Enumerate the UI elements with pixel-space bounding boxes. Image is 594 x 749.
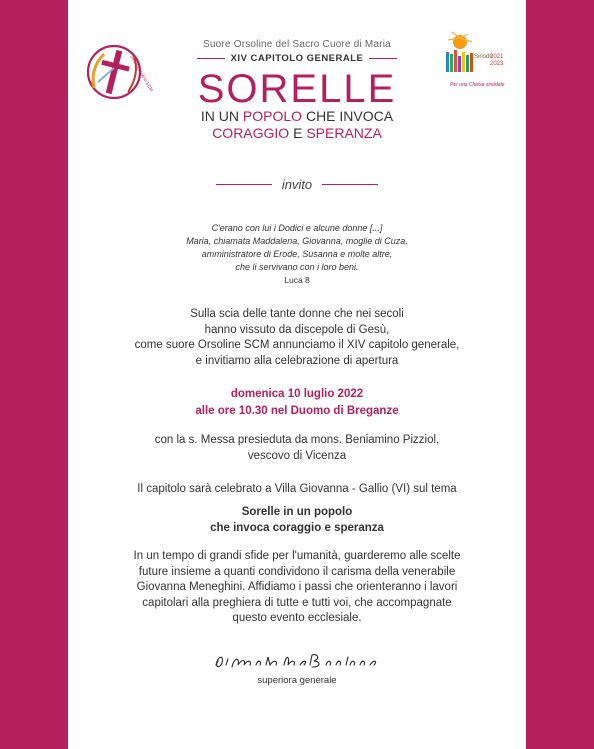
divider-line [369,58,397,59]
invitation-content [68,0,526,749]
subtitle-text: CHE INVOCA [302,108,394,124]
paragraph-line: questo evento ecclesiale. [232,612,362,624]
subtitle-highlight: POPOLO [242,108,303,124]
quote-line: Maria, chiamata Maddalena, Giovanna, moglie di Cuza, [186,236,408,246]
subtitle-highlight: SPERANZA [306,125,382,141]
logo-ring-text: Suore Orsoline SCM [129,54,155,93]
invito-row [68,177,526,192]
theme-line: che invoca coraggio e speranza [210,521,384,534]
capitolo-title: XIV CAPITOLO GENERALE [230,53,364,64]
quote-line: che li servivano con i loro beni. [235,262,359,272]
sinodo-years: 2021 2023 [490,54,504,67]
paragraph-line: capitolari alla preghiera di tutte e tutti voi, che accompagnate [142,596,452,609]
paragraph-line: con la s. Messa presieduta da mons. Beniamino Pizziol, [154,434,440,446]
organization-name: Suore Orsoline del Sacro Cuore di Maria [203,39,391,50]
event-date [68,386,526,420]
date-line: domenica 10 luglio 2022 [230,388,364,400]
paragraph-line: Giovanna Meneghini. Affidiamo i passi che orienteranno i lavori [136,581,458,593]
divider-line [197,58,225,59]
divider-line [322,184,378,185]
divider-line [216,184,272,185]
invitation-header [68,38,526,142]
signature-graphic [68,649,526,673]
paragraph-line: e invitiamo alla celebrazione di apertura [195,354,399,367]
subtitle-line-2 [68,125,526,142]
mass-paragraph [68,433,526,464]
right-color-band [526,0,594,749]
location-paragraph: Il capitolo sarà celebrato a Villa Giovanna - Gallio (VI) sul tema [137,483,457,495]
paragraph-line: Sulla scia delle tante donne che nei secoli [190,308,404,320]
quote-line: C'erano con lui i Dodici e alcune donne [...] [211,223,383,233]
handwritten-signature [68,649,526,673]
theme-title [68,505,526,536]
sinodo-label: Sinodo [474,54,493,60]
signature-role: superiora generale [257,675,337,686]
date-line: alle ore 10.30 nel Duomo di Breganze [195,405,399,417]
subtitle-text: IN UN [200,108,243,124]
closing-paragraph [68,549,526,627]
subtitle-text: E [289,125,307,141]
subtitle-line-1 [68,108,526,125]
paragraph-line: In un tempo di grandi sfide per l'umanità, guarderemo alle scelte [133,550,461,562]
invito-label: invito [281,177,313,192]
intro-paragraph [68,307,526,369]
bible-quote [68,222,526,287]
paragraph-line: vescovo di Vicenza [247,449,347,462]
capitolo-row [68,53,526,64]
paragraph-line: future insieme a quanti condividono il carisma della venerabile [138,565,456,578]
paragraph-line: hanno vissuto da discepole di Gesù, [204,323,390,336]
paragraph-line: come suore Orsoline SCM annunciamo il XIV capitolo generale, [134,339,460,351]
subtitle-highlight: CORAGGIO [212,125,290,141]
theme-line: Sorelle in un popolo [241,506,353,518]
sinodo-tagline: Per una Chiesa sinodale [450,82,505,88]
main-title: SORELLE [197,67,397,111]
quote-line: amministratore di Erode, Susanna e molte altre, [201,249,393,259]
left-color-band [0,0,68,749]
quote-reference: Luca 8 [284,275,310,285]
